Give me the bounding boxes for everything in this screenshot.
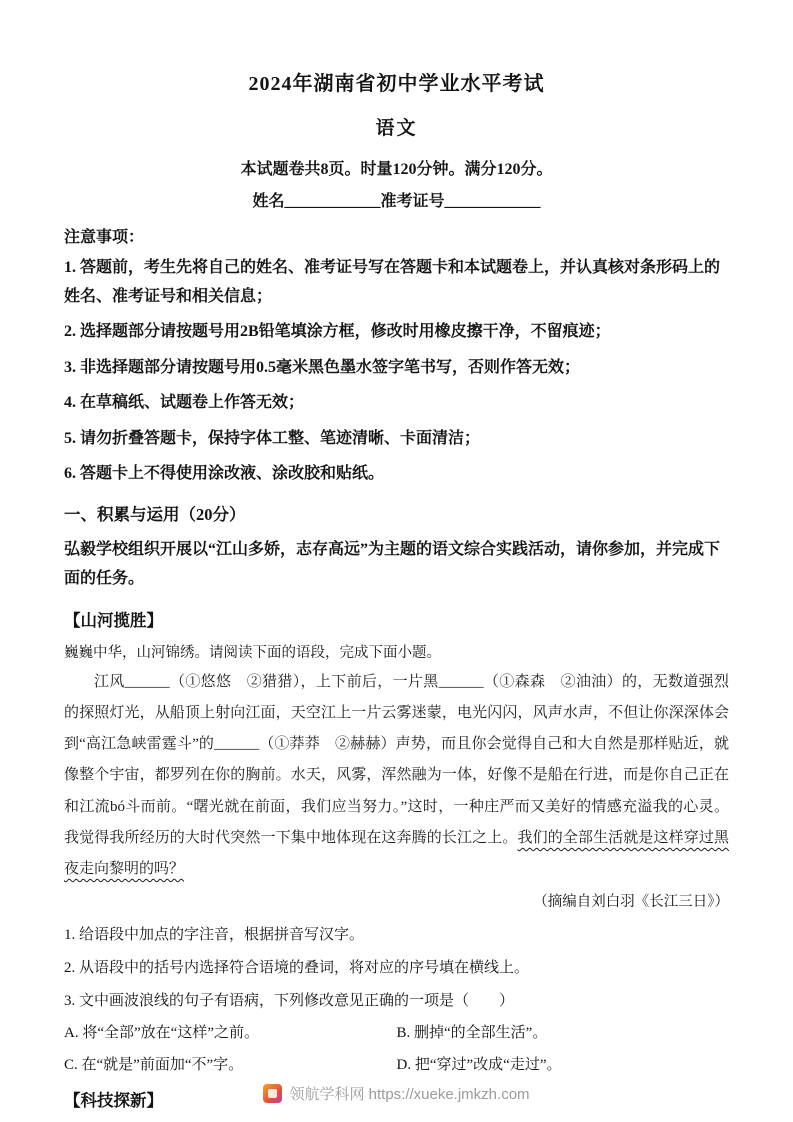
option-d-label: D. — [396, 1057, 412, 1074]
name-blank: ____________ — [284, 193, 381, 211]
watermark-text: 领航学科网 https://xueke.jmkzh.com — [289, 1086, 530, 1103]
tag-shanhe-lansheng: 【山河揽胜】 — [64, 610, 163, 630]
passage-text: 江风______（①悠悠 ②猎猎），上下前后，一片黑______（①森森 ②油油）的，无数道强烈的探照灯光，从船顶上射向江面，天空江上一片云雾迷蒙，电光闪闪，风声水声，不但让你深深体会到“高江急峡雷霆斗”的______（①莽莽 ②赫赫）声势，而且你会觉得自己和大自然是那样贴近，就像整个宇宙，都罗列在你的胸前。水天，风雾，浑然融为一体，好像不是船在行进，而是你自己正在和江流bó斗而前。“曙光就在前面，我们应当努力。”这时，一种庄严而又美好的情感充溢我的心灵。我觉得我所经历的大时代突然一下集中地体现在这奔腾的长江之上。 — [64, 673, 729, 846]
option-b — [397, 1021, 730, 1042]
notices-heading: 注意事项： — [64, 229, 145, 247]
option-d — [397, 1053, 730, 1074]
exam-meta-line: 本试题卷共8页。时量120分钟。满分120分。 — [240, 161, 553, 179]
notice-item-2: 2. 选择题部分请按题号用2B铅笔填涂方框，修改时用橡皮擦干净，不留痕迹； — [64, 323, 611, 341]
question-1: 1. 给语段中加点的字注音，根据拼音写汉字。 — [64, 927, 365, 944]
question-2: 2. 从语段中的括号内选择符合语境的叠词，将对应的序号填在横线上。 — [64, 960, 530, 977]
option-d-text: 把“穿过”改成“走过”。 — [414, 1057, 562, 1074]
exam-title: 2024年湖南省初中学业水平考试 — [248, 73, 545, 96]
notice-item-6: 6. 答题卡上不得使用涂改液、涂改胶和贴纸。 — [64, 465, 385, 483]
exam-subject: 语文 — [375, 118, 418, 140]
options-row-cd — [64, 1053, 729, 1074]
notice-item-5: 5. 请勿折叠答题卡，保持字体工整、笔迹清晰、卡面清洁； — [64, 429, 481, 447]
section-one-heading: 一、积累与运用（20分） — [64, 504, 246, 524]
candidate-info-row — [64, 188, 729, 211]
passage-source-attribution: （摘编自刘白羽《长江三日》） — [533, 894, 729, 911]
notice-item-3: 3. 非选择题部分请按题号用0.5毫米黑色墨水签字笔书写，否则作答无效； — [64, 358, 581, 376]
tag-keji-tanxin: 【科技探新】 — [64, 1091, 163, 1111]
exam-id-label: 准考证号 — [380, 193, 445, 211]
option-a-label: A. — [64, 1025, 79, 1042]
reading-passage — [64, 667, 729, 885]
option-c-label: C. — [64, 1057, 78, 1074]
passage-wavy-underlined-sentence: 我们的全部生活就是这样穿过黑夜走向黎明的吗？ — [64, 829, 729, 877]
name-label: 姓名 — [252, 193, 285, 211]
option-a — [64, 1021, 397, 1042]
notice-item-4: 4. 在草稿纸、试题卷上作答无效； — [64, 394, 305, 412]
option-c — [64, 1053, 397, 1074]
question-3: 3. 文中画波浪线的句子有语病，下列修改意见正确的一项是（ ） — [64, 993, 515, 1010]
option-b-text: 删掉“的全部生活”。 — [414, 1025, 548, 1042]
option-b-label: B. — [396, 1025, 411, 1042]
options-row-ab — [64, 1021, 729, 1042]
exam-id-blank: ____________ — [444, 193, 541, 211]
passage-intro: 巍巍中华，山河锦绣。请阅读下面的语段，完成下面小题。 — [64, 644, 441, 661]
notice-item-1: 1. 答题前，考生先将自己的姓名、准考证号写在答题卡和本试题卷上，并认真核对条形码上的姓名、准考证号和相关信息； — [64, 259, 721, 305]
footer-watermark — [0, 1083, 793, 1104]
section-one-intro: 弘毅学校组织开展以“江山多娇，志存高远”为主题的语文综合实践活动，请你参加，并完成下面的任务。 — [64, 540, 721, 588]
option-a-text: 将“全部”放在“这样”之前。 — [82, 1025, 259, 1042]
option-c-text: 在“就是”前面加“不”字。 — [81, 1057, 244, 1074]
site-logo-icon — [263, 1084, 282, 1103]
